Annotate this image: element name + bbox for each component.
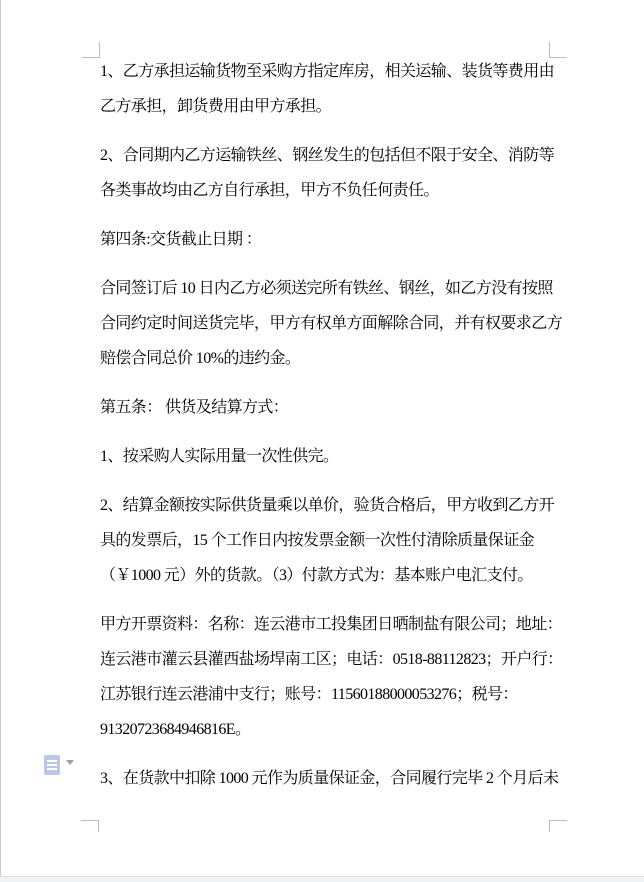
text-boundary-mark-bottom-right [549,820,567,832]
text-line: 乙方承担，卸货费用由甲方承担。 [100,98,332,115]
text-line: 合同签订后 10 日内乙方必须送完所有铁丝、钢丝，如乙方没有按照 [100,280,553,297]
paste-options-button[interactable] [42,752,80,780]
paragraph-supply-once [100,439,556,474]
text-boundary-mark-top-left [82,42,100,58]
text-line: 甲方开票资料：名称：连云港市工投集团日晒制盐有限公司；地址： [100,616,563,633]
chevron-down-icon[interactable] [66,760,74,765]
text-line: 2、结算金额按实际供货量乘以单价，验货合格后，甲方收到乙方开 [100,497,555,514]
text-line: 赔偿合同总价 10%的违约金。 [100,350,301,367]
paste-options-icon[interactable] [44,755,60,775]
paragraph-transport-costs [100,54,556,124]
paragraph-article4-heading [100,222,556,257]
paragraph-delivery-deadline [100,271,563,376]
text-line: （￥1000 元）外的货款。（3）付款方式为：基本账户电汇支付。 [100,567,533,584]
text-line: 江苏银行连云港浦中支行；账号：11560188000053276；税号： [100,686,518,703]
text-line: 合同约定时间送货完毕，甲方有权单方面解除合同，并有权要求乙方 [100,315,563,332]
text-line: 1、按采购人实际用量一次性供完。 [100,448,339,465]
text-line: 2、合同期内乙方运输铁丝、钢丝发生的包括但不限于安全、消防等 [100,147,555,164]
paragraph-article5-heading [100,390,556,425]
text-line: 1、乙方承担运输货物至采购方指定库房，相关运输、装货等费用由 [100,63,555,80]
text-line: 具的发票后，15 个工作日内按发票金额一次性付清除质量保证金 [100,532,535,549]
text-line: 第五条： 供货及结算方式： [100,399,289,416]
paragraph-settlement [100,488,556,593]
paragraph-accident-liability [100,138,556,208]
paragraph-quality-deposit [100,761,559,796]
text-line: 第四条:交货截止日期 ： [100,231,262,248]
text-line: 连云港市灌云县灌西盐场垾南工区；电话：0518-88112823；开户行： [100,651,563,668]
text-line: 91320723684946816E。 [100,721,251,738]
text-boundary-mark-bottom-left [81,820,99,832]
document-text-area[interactable] [100,54,563,810]
text-line: 3、在货款中扣除 1000 元作为质量保证金，合同履行完毕 2 个月后未 [100,770,559,787]
page-bottom-gap [0,876,644,882]
text-line: 各类事故均由乙方自行承担，甲方不负任何责任。 [100,182,439,199]
window-left-edge [0,0,1,876]
paragraph-invoice-info [100,607,563,747]
